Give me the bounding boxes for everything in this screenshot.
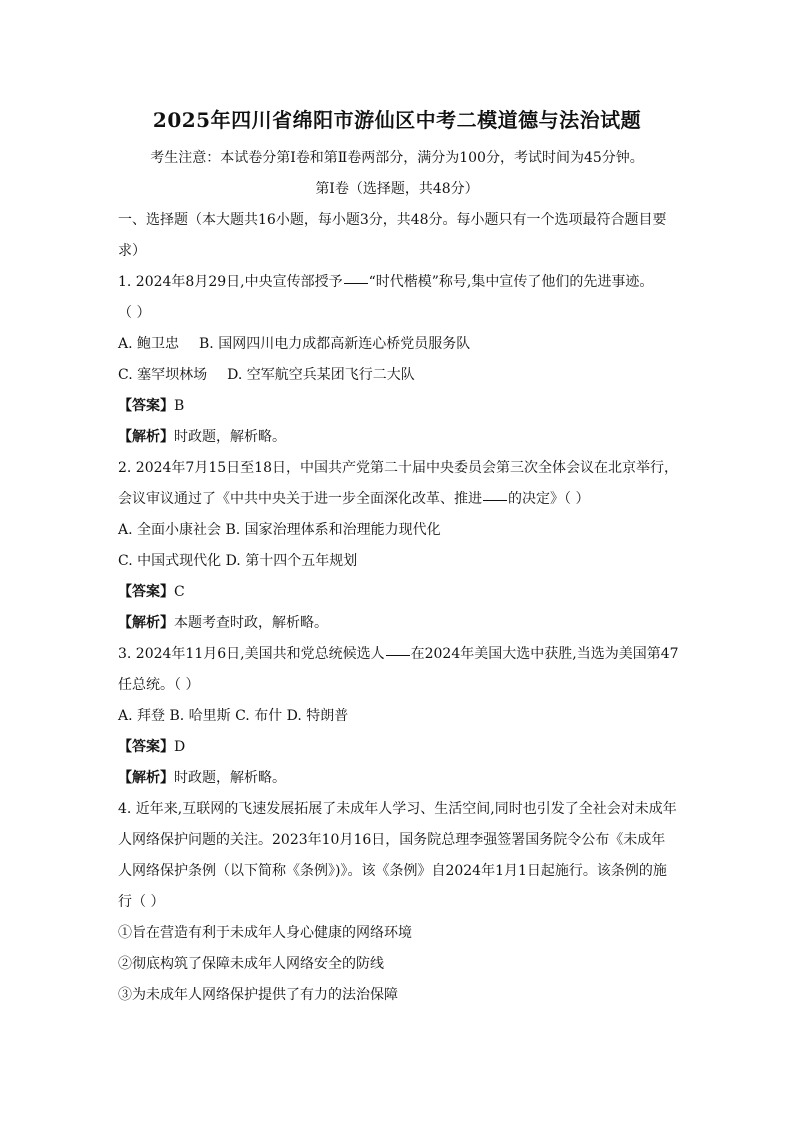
q1-stem: [118, 271, 653, 291]
q1-option-b: B. 国网四川电力成都高新连心桥党员服务队: [199, 336, 471, 352]
analysis-label: 【解析】: [118, 429, 174, 445]
q1-options-row-2: [118, 364, 415, 384]
analysis-label: 【解析】: [118, 615, 174, 631]
q4-stem-line-3: 人网络保护条例（以下简称《条例》)》。该《条例》自2024年1月1日起施行。该条例的施: [118, 863, 667, 879]
q2-stem-part-a: 会议审议通过了《中共中央关于进一步全面深化改革、推进: [118, 491, 482, 507]
q4-stem-line-4: 行（ ）: [118, 894, 165, 910]
q1-analysis-text: 时政题，解析略。: [174, 429, 286, 445]
q4-item-3: ③为未成年人网络保护提供了有力的法治保障: [118, 987, 398, 1003]
q4-item-1: ①旨在营造有利于未成年人身心健康的网络环境: [118, 925, 412, 941]
q3-answer: [118, 736, 185, 756]
q3-answer-value: D: [174, 739, 186, 755]
q4-item-2: ②彻底构筑了保障未成年人网络安全的防线: [118, 956, 384, 972]
q2-blank: [483, 499, 507, 501]
q2-analysis: [118, 612, 328, 632]
q1-answer-value: B: [174, 398, 185, 414]
q3-stem-part-a: 3. 2024年11月6日,美国共和党总统候选人: [118, 646, 385, 662]
q2-analysis-text: 本题考查时政，解析略。: [174, 615, 328, 631]
q3-options-row: A. 拜登 B. 哈里斯 C. 布什 D. 特朗普: [118, 708, 349, 724]
q2-options-row-1: A. 全面小康社会 B. 国家治理体系和治理能力现代化: [118, 522, 441, 538]
q4-stem-line-1: 4. 近年来,互联网的飞速发展拓展了未成年人学习、生活空间,同时也引发了全社会对未成年: [118, 801, 677, 817]
q3-stem-line-1: [118, 643, 679, 663]
answer-label: 【答案】: [118, 398, 174, 414]
analysis-label: 【解析】: [118, 770, 174, 786]
q2-answer: [118, 581, 185, 601]
section-intro-line-1: 一、选择题（本大题共16小题，每小题3分，共48分。每小题只有一个选项最符合题目要: [118, 212, 667, 228]
q2-stem-line-1: 2. 2024年7月15日至18日，中国共产党第二十届中央委员会第三次全体会议在北京举行，: [118, 460, 678, 476]
q3-analysis-text: 时政题，解析略。: [174, 770, 286, 786]
q1-stem-part-b: “时代楷模”称号,集中宣传了他们的先进事迹。: [368, 274, 654, 290]
q1-options-row-1: [118, 333, 470, 353]
q2-stem-part-b: 的决定》（ ）: [508, 491, 590, 507]
q3-stem-line-2: 任总统。（ ）: [118, 677, 200, 693]
answer-label: 【答案】: [118, 584, 174, 600]
q3-blank: [386, 654, 410, 656]
exam-notice: 考生注意：本试卷分第Ⅰ卷和第Ⅱ卷两部分，满分为100分，考试时间为45分钟。: [150, 150, 644, 166]
q2-stem-line-2: [118, 488, 589, 508]
page-title: 2025年四川省绵阳市游仙区中考二模道德与法治试题: [152, 108, 642, 132]
q1-option-c: C. 塞罕坝林场: [118, 367, 208, 383]
q3-stem-part-b: 在2024年美国大选中获胜,当选为美国第47: [410, 646, 679, 662]
q3-analysis: [118, 767, 286, 787]
q1-analysis: [118, 426, 286, 446]
q2-options-row-2: C. 中国式现代化 D. 第十四个五年规划: [118, 553, 358, 569]
q1-option-d: D. 空军航空兵某团飞行二大队: [227, 367, 415, 383]
part-one-heading: 第Ⅰ卷（选择题，共48分）: [315, 181, 479, 197]
q1-stem-part-a: 1. 2024年8月29日,中央宣传部授予: [118, 274, 343, 290]
answer-label: 【答案】: [118, 739, 174, 755]
q1-answer: [118, 395, 184, 415]
q2-answer-value: C: [174, 584, 185, 600]
section-intro-line-2: 求）: [118, 243, 146, 259]
q1-blank: [344, 282, 368, 284]
q1-paren: （ ）: [118, 305, 151, 321]
q4-stem-line-2: 人网络保护问题的关注。2023年10月16日，国务院总理李强签署国务院令公布《未成年: [118, 832, 666, 848]
q1-option-a: A. 鲍卫忠: [118, 336, 180, 352]
